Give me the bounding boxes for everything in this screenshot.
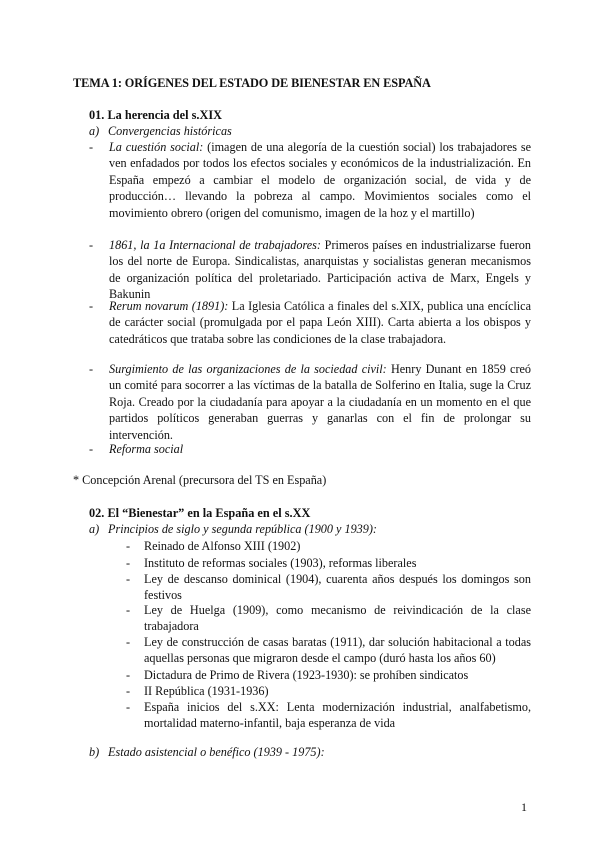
list-item: - Instituto de reformas sociales (1903), reformas liberales [126,556,417,570]
bullet-dash: - [89,238,94,252]
sub-a-text: Principios de siglo y segunda república (1900 y 1939): [108,522,377,536]
section-2-subheading-a [89,522,377,537]
bullet-lead: Surgimiento de las organizaciones de la sociedad civil: [109,362,387,376]
page-number: 1 [521,800,527,814]
bullet-sociedad-civil [89,361,531,443]
document-title: TEMA 1: ORÍGENES DEL ESTADO DE BIENESTAR EN ESPAÑA [73,76,431,90]
section-1-subheading-a [89,124,232,139]
bullet-internacional [89,237,531,303]
bullet-text: Henry Dunant en 1859 creó un comité para socorrer a las víctimas de la batalla de Solferino en Italia, suge la Cruz Roja. Creado por la ciudadanía para apoyar a la ciudadanía en un momento en el que partidos políticos generaban guerras y ganarlas con el fin de prolongar su intervención. [109,362,531,442]
list-item: - Dictadura de Primo de Rivera (1923-1930): se prohíben sindicatos [126,668,469,682]
sub-b-text: Estado asistencial o benéfico (1939 - 1975): [108,745,325,759]
section-2-subheading-b [89,745,325,760]
bullet-lead: Reforma social [109,442,184,456]
list-item: - Ley de construcción de casas baratas (1911), dar solución habitacional a todas aquellas personas que migraron desde el campo (duró hasta los años 60) [126,635,531,666]
footnote-concepcion-arenal: * Concepción Arenal (precursora del TS en España) [73,473,327,487]
bullet-dash: - [89,140,94,154]
sub-a-text: Convergencias históricas [108,124,232,138]
bullet-reforma-social [89,441,531,457]
bullet-lead: Rerum novarum (1891): [109,299,229,313]
bullet-dash: - [89,299,94,313]
bullet-lead: 1861, la 1a Internacional de trabajadores: [109,238,321,252]
bullet-text: Primeros países en industrializarse fueron los del norte de Europa. Sindicalistas, anarquistas y socialistas generan mecanismos de organización política del proletariado. Participación activa de Marx, Engels y Bakunin [109,238,531,302]
bullet-rerum-novarum [89,298,531,347]
list-item: - España inicios del s.XX: Lenta modernización industrial, analfabetismo, mortalidad materno-infantil, baja esperanza de vida [126,700,531,731]
sub-a-marker: a) [89,522,100,536]
list-item: - Reinado de Alfonso XIII (1902) [126,539,301,553]
bullet-cuestion-social [89,139,531,221]
bullet-dash: - [89,442,94,456]
bullet-text: La Iglesia Católica a finales del s.XIX, publica una encíclica de carácter social (promulgada por el papa León XIII). Carta abierta a los obispos y catedráticos que trataba sobre las condiciones de la clase trabajadora. [109,299,531,346]
bullet-text: (imagen de una alegoría de la cuestión social) los trabajadores se ven enfadados por todos los efectos sociales y económicos de la industrialización. En España empezó a cambiar el modelo de organización social, de vida y de producción… llevando la pobreza al campo. Movimientos sociales como el movimiento obrero (origen del comunismo, imagen de la hoz y el martillo) [109,140,531,220]
list-item: - Ley de descanso dominical (1904), cuarenta años después los domingos son festivos [126,572,531,603]
sub-a-marker: a) [89,124,100,138]
bullet-dash: - [89,362,94,376]
bullet-lead: La cuestión social: [109,140,204,154]
sub-b-marker: b) [89,745,100,759]
list-item: - II República (1931-1936) [126,684,269,698]
section-1-heading: 01. La herencia del s.XIX [89,108,222,122]
list-item: - Ley de Huelga (1909), como mecanismo de reivindicación de la clase trabajadora [126,603,531,634]
section-2-heading: 02. El “Bienestar” en la España en el s.XX [89,506,311,520]
